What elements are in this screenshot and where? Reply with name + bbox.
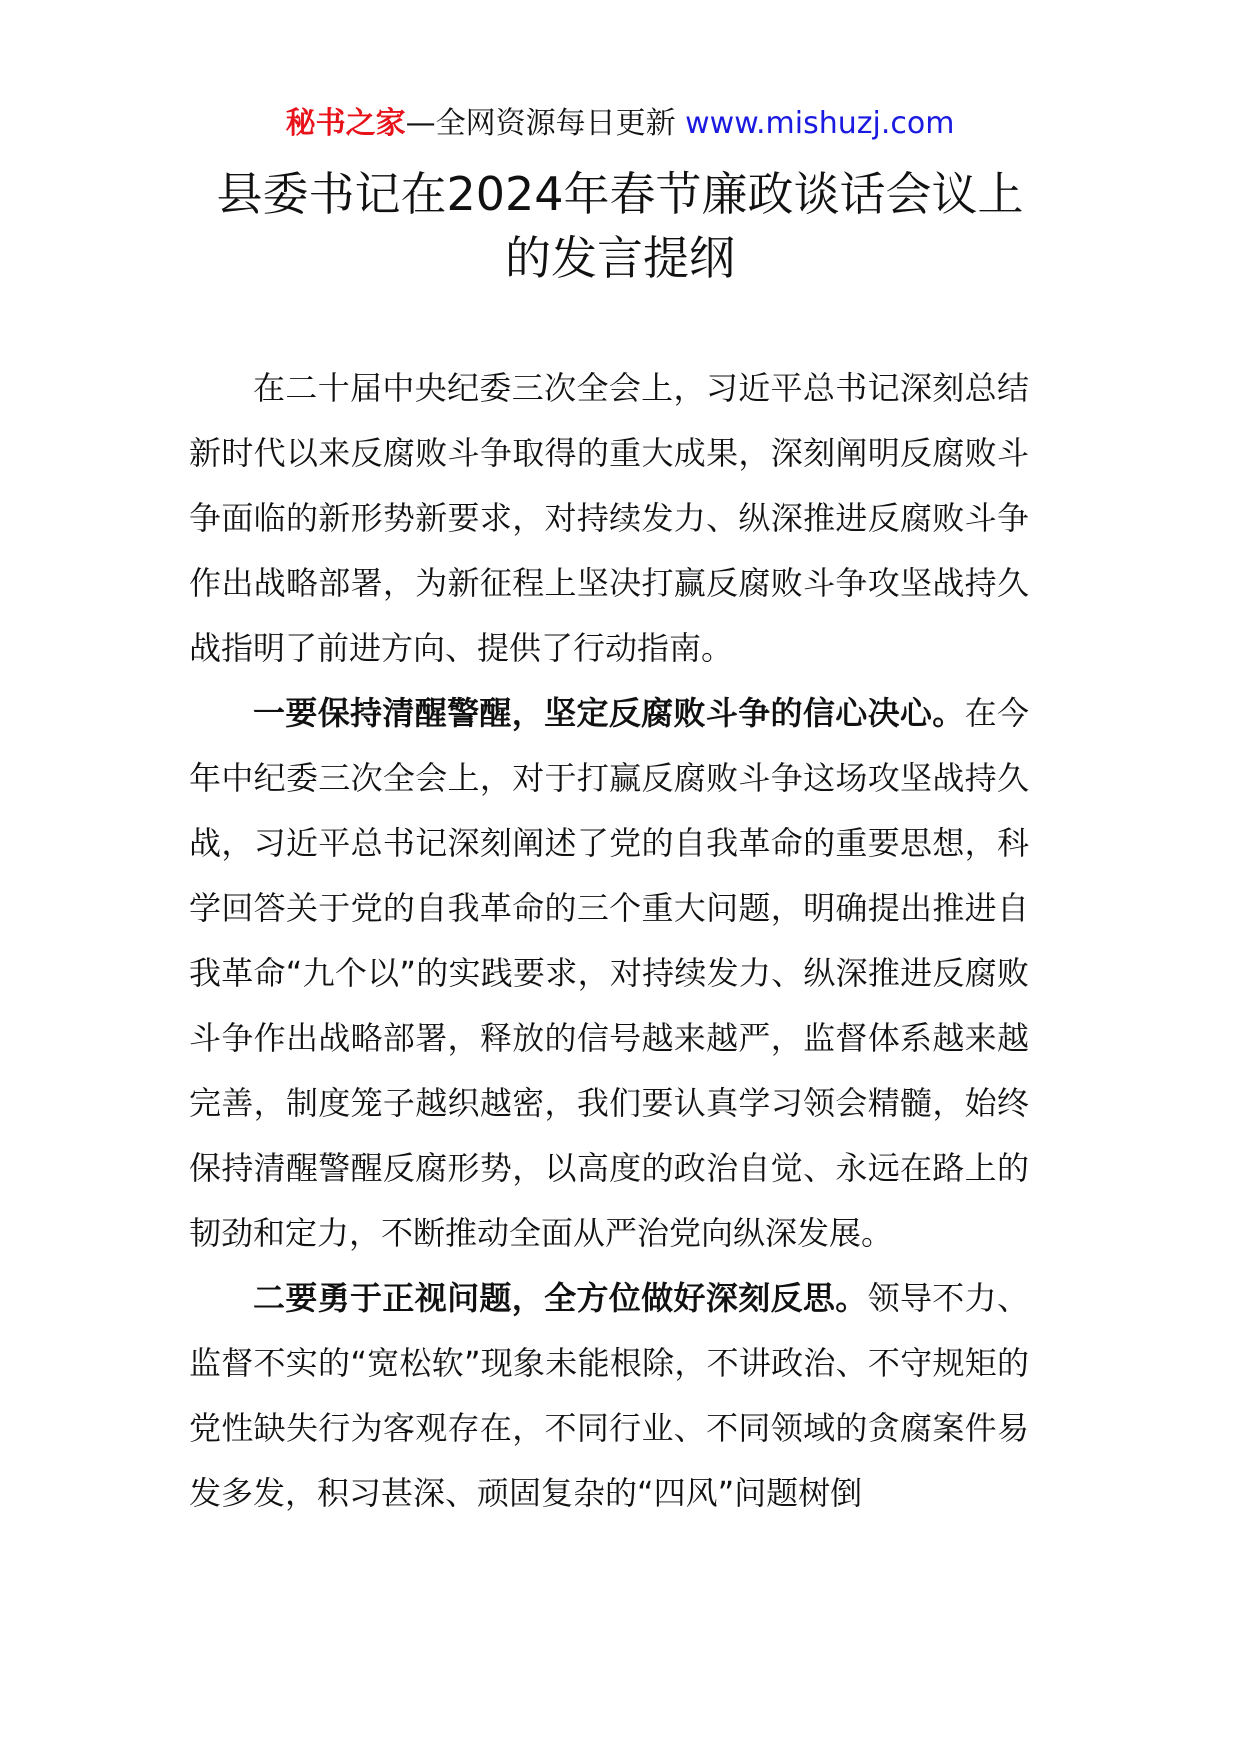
document-title bbox=[120, 162, 1120, 290]
paragraph-text: 在今年中纪委三次全会上，对于打赢反腐败斗争这场攻坚战持久战，习近平总书记深刻阐述了党的自我革命的重要思想，科学回答关于党的自我革命的三个重大问题，明确提出推进自我革命“九个以”的实践要求，对持续发力、纵深推进反腐败斗争作出战略部署，释放的信号越来越严，监督体系越来越完善，制度笼子越织越密，我们要认真学习领会精髓，始终保持清醒警醒反腐形势，以高度的政治自觉、永远在路上的韧劲和定力，不断推动全面从严治党向纵深发展。 bbox=[189, 694, 1029, 1252]
source-header bbox=[0, 104, 1240, 144]
paragraph-lead: 二要勇于正视问题，全方位做好深刻反思。 bbox=[253, 1279, 868, 1317]
site-tagline: —全网资源每日更新 bbox=[405, 106, 676, 141]
paragraph-text: 领导不力、监督不实的“宽松软”现象未能根除，不讲政治、不守规矩的党性缺失行为客观存在，不同行业、不同领域的贪腐案件易发多发，积习甚深、顽固复杂的“四风”问题树倒 bbox=[189, 1279, 1029, 1512]
paragraph-lead: 一要保持清醒警醒，坚定反腐败斗争的信心决心。 bbox=[253, 694, 965, 732]
title-line-1: 县委书记在2024年春节廉政谈话会议上 bbox=[216, 167, 1024, 221]
site-name: 秘书之家 bbox=[285, 106, 406, 141]
paragraph-point-2 bbox=[189, 1266, 1029, 1526]
document-body bbox=[189, 356, 1029, 1526]
paragraph-text: 在二十届中央纪委三次全会上，习近平总书记深刻总结新时代以来反腐败斗争取得的重大成果，深刻阐明反腐败斗争面临的新形势新要求，对持续发力、纵深推进反腐败斗争作出战略部署，为新征程上坚决打赢反腐败斗争攻坚战持久战指明了前进方向、提供了行动指南。 bbox=[189, 369, 1029, 667]
paragraph-point-1 bbox=[189, 681, 1029, 1266]
site-url-link[interactable]: www.mishuzj.com bbox=[685, 106, 955, 141]
paragraph-intro bbox=[189, 356, 1029, 681]
title-line-2: 的发言提纲 bbox=[505, 231, 735, 285]
